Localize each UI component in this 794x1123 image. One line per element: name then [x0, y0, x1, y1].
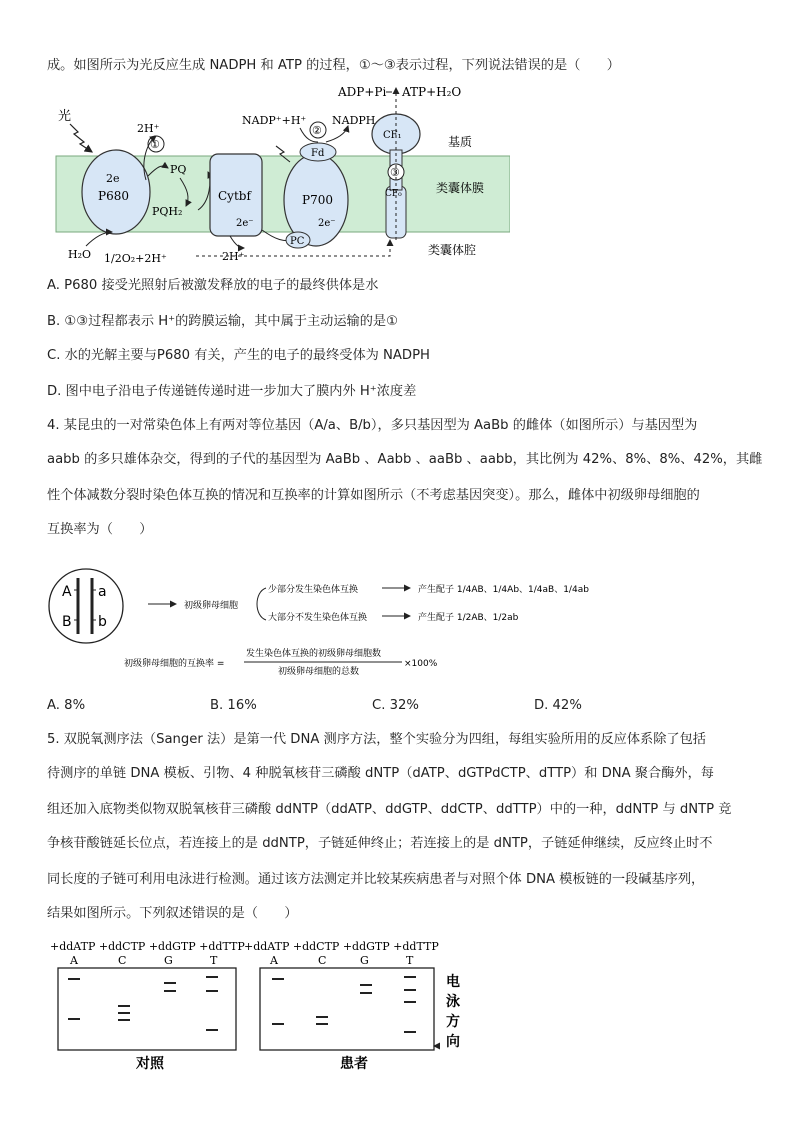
- formula-denominator: 初级卵母细胞的总数: [278, 667, 360, 677]
- h-bottom-label: 2H⁺: [222, 250, 245, 263]
- cf0-label: CF₀: [385, 189, 402, 199]
- nadp-in-label: NADP⁺+H⁺: [242, 114, 307, 127]
- p700-label: P700: [302, 193, 333, 207]
- two-e-left-label: 2e: [106, 172, 120, 185]
- control-caption: 对照: [136, 1056, 164, 1072]
- atp-label: ATP+H₂O: [402, 85, 462, 99]
- gene-b: b: [98, 614, 107, 630]
- circle-3: ③: [390, 166, 400, 179]
- patient-caption: 患者: [340, 1056, 368, 1072]
- two-e-mid-label: 2e⁻: [236, 218, 254, 229]
- circle-1: ①: [150, 138, 160, 151]
- gametes-swap-label: 产生配子 1/4AB、1/4Ab、1/4aB、1/4ab: [418, 585, 589, 595]
- fd-label: Fd: [311, 148, 325, 159]
- formula-left: 初级卵母细胞的互换率 =: [124, 659, 225, 669]
- gene-A: A: [62, 584, 72, 600]
- q4-option-a[interactable]: A. 8%: [47, 698, 86, 713]
- stroma-label: 基质: [448, 135, 473, 149]
- q5-line-1: 5. 双脱氧测序法（Sanger 法）是第一代 DNA 测序方法，整个实验分为四组，每组实验所用的反应体系除了包括: [47, 732, 706, 747]
- formula-numerator: 发生染色体互换的初级卵母细胞数: [246, 649, 382, 659]
- pqh2-label: PQH₂: [152, 205, 183, 218]
- h2o-label: H₂O: [68, 248, 92, 261]
- control-lane-a: A: [70, 954, 78, 967]
- formula-right: ×100%: [404, 659, 438, 669]
- q5-line-3: 组还加入底物类似物双脱氧核苷三磷酸 ddNTP（ddATP、ddGTP、ddCTP、ddTTP）中的一种，ddNTP 与 dNTP 竞: [47, 802, 732, 817]
- direction-char-1: 电: [446, 974, 460, 990]
- q4-option-d[interactable]: D. 42%: [534, 698, 582, 713]
- q3-option-b[interactable]: B. ①③过程都表示 H⁺的跨膜运输，其中属于主动运输的是①: [47, 314, 398, 329]
- control-gel: [58, 968, 236, 1050]
- patient-gel: [260, 968, 434, 1050]
- gene-a: a: [98, 584, 107, 600]
- h-top-label: 2H⁺: [137, 122, 160, 135]
- light-arrow: [70, 124, 92, 152]
- patient-lane-c: C: [318, 954, 327, 967]
- pc-label: PC: [290, 236, 305, 247]
- q4-line-2: aabb 的多只雄体杂交，得到的子代的基因型为 AaBb 、Aabb 、aaBb 、aabb，其比例为 42%、8%、8%、42%，其雌: [47, 452, 763, 467]
- q3-intro: 成。如图所示为光反应生成 NADPH 和 ATP 的过程，①～③表示过程，下列说法错误的是（ ）: [47, 58, 620, 73]
- q5-line-6: 结果如图所示。下列叙述错误的是（ ）: [47, 906, 298, 921]
- patient-lane-t: T: [406, 954, 414, 967]
- q3-option-a[interactable]: A. P680 接受光照射后被激发释放的电子的最终供体是水: [47, 278, 379, 293]
- control-lane-c: C: [118, 954, 127, 967]
- gametes-noswap-label: 产生配子 1/2AB、1/2ab: [418, 613, 519, 623]
- o2-label: 1/2O₂+2H⁺: [104, 252, 167, 265]
- q4-line-4: 互换率为（ ）: [47, 522, 153, 537]
- branch-noswap-label: 大部分不发生染色体互换: [268, 613, 368, 623]
- q3-option-d[interactable]: D. 图中电子沿电子传递链传递时进一步加大了膜内外 H⁺浓度差: [47, 384, 417, 399]
- q4-option-c[interactable]: C. 32%: [372, 698, 419, 713]
- control-headers: +ddATP +ddCTP +ddGTP +ddTTP: [50, 940, 245, 953]
- oocyte-cell: [49, 569, 123, 643]
- photosynthesis-light-reaction-diagram: [40, 80, 510, 270]
- q4-line-1: 4. 某昆虫的一对常染色体上有两对等位基因（A/a、B/b），多只基因型为 AaBb 的雌体（如图所示）与基因型为: [47, 418, 698, 433]
- q4-option-b[interactable]: B. 16%: [210, 698, 257, 713]
- two-e-right-label: 2e⁻: [318, 218, 336, 229]
- cf1-label: CF₁: [383, 130, 402, 141]
- q5-line-4: 争核苷酸链延长位点，若连接上的是 ddNTP，子链延伸终止；若连接上的是 dNTP，子链延伸继续，反应终止时不: [47, 836, 713, 851]
- adp-label: ADP+Pi: [338, 85, 387, 99]
- patient-lane-g: G: [360, 954, 369, 967]
- direction-char-2: 泳: [446, 994, 460, 1010]
- q4-line-3: 性个体减数分裂时染色体互换的情况和互换率的计算如图所示（不考虑基因突变）。那么，雌体中初级卵母细胞的: [47, 488, 700, 503]
- patient-lane-a: A: [270, 954, 278, 967]
- nadph-label: NADPH: [332, 114, 376, 127]
- lumen-label: 类囊体腔: [428, 243, 477, 257]
- circle-2: ②: [312, 124, 322, 137]
- control-lane-g: G: [164, 954, 173, 967]
- p680-label: P680: [98, 189, 129, 203]
- primary-oocyte-label: 初级卵母细胞: [184, 601, 239, 611]
- q3-option-c[interactable]: C. 水的光解主要与P680 有关，产生的电子的最终受体为 NADPH: [47, 348, 430, 363]
- q5-line-2: 待测序的单链 DNA 模板、引物、4 种脱氧核苷三磷酸 dNTP（dATP、dGTPdCTP、dTTP）和 DNA 聚合酶外，每: [47, 766, 714, 781]
- branch-swap-label: 少部分发生染色体互换: [268, 585, 359, 595]
- direction-char-3: 方: [446, 1014, 460, 1030]
- cytbf-label: Cytbf: [218, 189, 251, 203]
- patient-headers: +ddATP +ddCTP +ddGTP +ddTTP: [244, 940, 439, 953]
- membrane-label: 类囊体膜: [436, 181, 485, 195]
- control-lane-t: T: [210, 954, 218, 967]
- crossover-diagram: [48, 566, 608, 682]
- gene-B: B: [62, 614, 72, 630]
- sanger-gel-figure: [44, 934, 484, 1074]
- light-label: 光: [58, 109, 72, 124]
- direction-char-4: 向: [446, 1034, 460, 1050]
- pq-label: PQ: [170, 163, 187, 176]
- q5-line-5: 同长度的子链可利用电泳进行检测。通过该方法测定并比较某疾病患者与对照个体 DNA 模板链的一段碱基序列，: [47, 872, 705, 887]
